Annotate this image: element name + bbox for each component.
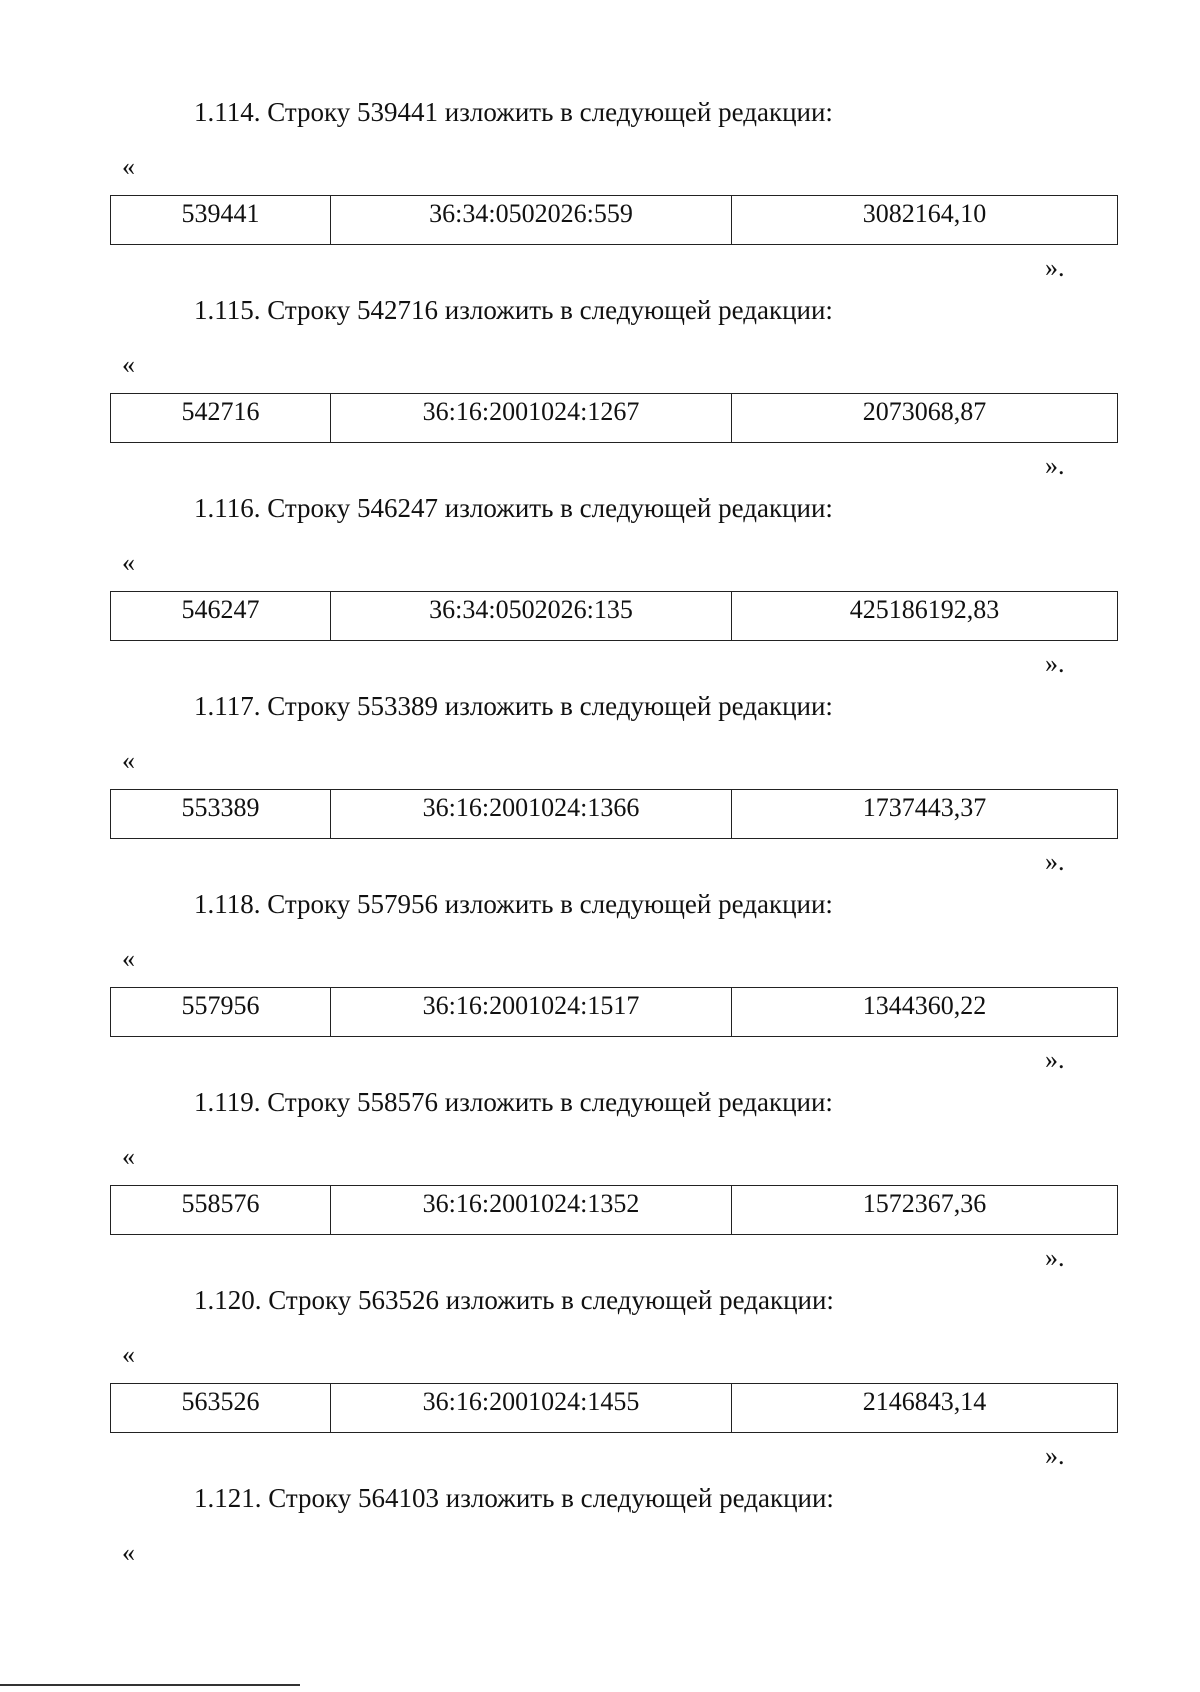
row-number-cell: 539441 bbox=[111, 196, 331, 245]
cadastral-number-cell: 36:16:2001024:1366 bbox=[331, 790, 732, 839]
closing-quote: ». bbox=[1045, 847, 1065, 876]
row-number-cell: 553389 bbox=[111, 790, 331, 839]
cadastral-number-cell: 36:16:2001024:1352 bbox=[331, 1186, 732, 1235]
amendment-section-1117 bbox=[0, 594, 1200, 876]
row-number-cell: 563526 bbox=[111, 1384, 331, 1433]
value-cell: 3082164,10 bbox=[732, 196, 1118, 245]
opening-quote: « bbox=[122, 350, 135, 379]
value-cell: 1572367,36 bbox=[732, 1186, 1118, 1235]
value-cell: 425186192,83 bbox=[732, 592, 1118, 641]
opening-quote: « bbox=[122, 1538, 135, 1567]
closing-quote: ». bbox=[1045, 649, 1065, 678]
amendment-heading: 1.121. Строку 564103 изложить в следующей редакции: bbox=[194, 1483, 834, 1513]
cadastral-number-cell: 36:16:2001024:1517 bbox=[331, 988, 732, 1037]
amendment-heading: 1.120. Строку 563526 изложить в следующей редакции: bbox=[194, 1285, 834, 1315]
row-number-cell: 542716 bbox=[111, 394, 331, 443]
closing-quote: ». bbox=[1045, 451, 1065, 480]
opening-quote: « bbox=[122, 746, 135, 775]
amendment-section-1121 bbox=[0, 1386, 1200, 1584]
closing-quote: ». bbox=[1045, 1243, 1065, 1272]
closing-quote: ». bbox=[1045, 1045, 1065, 1074]
opening-quote: « bbox=[122, 1142, 135, 1171]
cadastral-number-cell: 36:34:0502026:135 bbox=[331, 592, 732, 641]
amendment-section-1114 bbox=[0, 0, 1200, 282]
footer-rule bbox=[0, 1684, 300, 1686]
value-cell: 2146843,14 bbox=[732, 1384, 1118, 1433]
value-cell: 2073068,87 bbox=[732, 394, 1118, 443]
value-cell: 1344360,22 bbox=[732, 988, 1118, 1037]
amendment-section-1118 bbox=[0, 792, 1200, 1074]
closing-quote: ». bbox=[1045, 1441, 1065, 1470]
amendment-heading: 1.119. Строку 558576 изложить в следующей редакции: bbox=[194, 1087, 833, 1117]
row-number-cell: 558576 bbox=[111, 1186, 331, 1235]
cadastral-number-cell: 36:16:2001024:1267 bbox=[331, 394, 732, 443]
opening-quote: « bbox=[122, 548, 135, 577]
opening-quote: « bbox=[122, 944, 135, 973]
amendment-section-1120 bbox=[0, 1188, 1200, 1470]
opening-quote: « bbox=[122, 1340, 135, 1369]
amendment-section-1119 bbox=[0, 990, 1200, 1272]
amendment-heading: 1.116. Строку 546247 изложить в следующей редакции: bbox=[194, 493, 833, 523]
row-number-cell: 557956 bbox=[111, 988, 331, 1037]
amendment-heading: 1.117. Строку 553389 изложить в следующей редакции: bbox=[194, 691, 833, 721]
closing-quote: ». bbox=[1045, 253, 1065, 282]
amendment-section-1115 bbox=[0, 198, 1200, 480]
cadastral-number-cell: 36:34:0502026:559 bbox=[331, 196, 732, 245]
amendment-heading: 1.114. Строку 539441 изложить в следующей редакции: bbox=[194, 97, 833, 127]
amendment-heading: 1.118. Строку 557956 изложить в следующей редакции: bbox=[194, 889, 833, 919]
opening-quote: « bbox=[122, 152, 135, 181]
amendment-section-1116 bbox=[0, 396, 1200, 678]
value-cell: 1737443,37 bbox=[732, 790, 1118, 839]
cadastral-number-cell: 36:16:2001024:1455 bbox=[331, 1384, 732, 1433]
amendment-heading: 1.115. Строку 542716 изложить в следующей редакции: bbox=[194, 295, 833, 325]
row-number-cell: 546247 bbox=[111, 592, 331, 641]
